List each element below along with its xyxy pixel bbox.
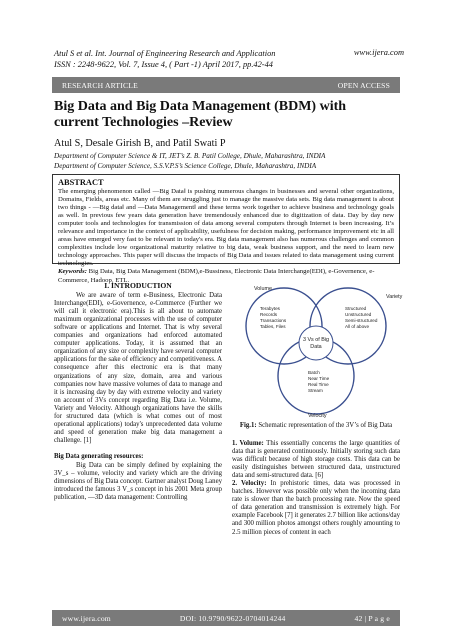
volume-paragraph <box>232 440 400 480</box>
journal-issn: ISSN : 2248-9622, Vol. 7, Issue 4, ( Part -1) April 2017, pp.42-44 <box>54 60 273 69</box>
abstract-box <box>52 174 400 284</box>
abstract-heading: ABSTRACT <box>58 178 104 187</box>
figure-caption-label: Fig.1: <box>239 422 257 429</box>
affiliation-2: Department of Computer Science, S.S.V.P.S’s Science College, Dhule, Maharashtra, INDIA <box>54 162 317 170</box>
footer-website[interactable]: www.ijera.com <box>62 613 111 623</box>
journal-citation: Atul S et al. Int. Journal of Engineering Research and Application <box>54 49 276 58</box>
variety-label: Variety <box>386 294 403 300</box>
center-circle <box>299 326 333 360</box>
footer-doi[interactable]: DOI: 10.9790/9622-0704014244 <box>179 613 286 623</box>
affiliation-1: Department of Computer Science & IT, JET’s Z. B. Patil College, Dhule, Maharashtra, INDIA <box>54 152 326 160</box>
article-type-label: RESEARCH ARTICLE <box>62 80 138 90</box>
volume-paragraph-text: This essentially concerns the large quantities of data that is generated continuously. Initially storing such data was difficult because of high storage costs. This data can be easily distinguishes between structured data, unstructured data and semi-structured data. [6] <box>232 440 400 480</box>
footer-page-number: 42 | P a g e <box>354 613 390 623</box>
volume-item-2: Records <box>260 312 278 317</box>
three-vs-figure <box>232 280 403 420</box>
velocity-paragraph-text: In prehistoric times, data was processed in batches. However was possible only when the incoming data rate is slower than the batch processing rate. Now the speed of data generation and transmission is extremely high. For example Facebook [7] it generates 2.7 billion like actions/day and 300 million photos amongst others roughly amounting to 2.5 million pieces of content in each <box>232 480 400 536</box>
three-vs-venn-diagram <box>232 280 403 420</box>
keywords-label: Keywords: <box>58 268 87 276</box>
velocity-paragraph <box>232 480 400 536</box>
footer-bar <box>52 610 400 626</box>
article-type-bar <box>52 77 400 93</box>
left-column <box>54 282 222 607</box>
velocity-item-1: Batch <box>308 370 320 375</box>
volume-label: Volume <box>254 286 272 292</box>
paper-title: Big Data and Big Data Management (BDM) with current Technologies –Review <box>54 99 347 130</box>
keywords-text: Big Data, Big Data Management (BDM),e-Bussiness, Electronic Data Interchange(EDI), e-Governence, e-Commerce, Hadoop, ETL. <box>58 268 375 284</box>
figure-caption <box>232 422 400 430</box>
right-column <box>232 280 403 610</box>
generating-heading: Big Data generating resources: <box>54 452 144 460</box>
volume-item-1: Terabytes <box>260 306 280 311</box>
velocity-item-3: Real Time <box>308 382 329 387</box>
figure-caption-text: Schematic representation of the 3V’s of Big Data <box>256 422 393 429</box>
volume-item-3: Transactions <box>260 318 287 323</box>
author-list: Atul S, Desale Girish B, and Patil Swati P <box>54 138 226 149</box>
intro-heading: I. INTRODUCTION <box>104 281 172 290</box>
journal-header <box>54 48 275 70</box>
velocity-item-2: Near Time <box>308 376 330 381</box>
journal-website[interactable]: www.ijera.com <box>353 48 404 57</box>
velocity-item-4: Stream <box>308 388 323 393</box>
velocity-label: Velocity <box>308 413 327 419</box>
variety-item-1: Structured <box>345 306 367 311</box>
abstract-text: The emerging phenomenon called ―Big Data‖ is pushing numerous changes in businesses and several other organizations, Domains, Fields, areas etc. Many of them are struggling just to manage the massive data sets. Big data management is about two things - ―Big data‖ and ―Data Management‖ and these terms work together to achieve business and technology goals as well. In previous few years data generation have tremendously enhanced due to digitization of data. Day by day new computer tools and technologies for transmission of data among several computers through Internet is been increasing. It’s relevance and importance in the context of applicability, usefulness for decision making, performance improvement etc in all areas have emerged very fast to be relevant in today's era. Big data management also has numerous challenges and common complexities include low organizational maturity relative to big data, weak business support, and the need to learn new technology approaches. This paper will discuss the impacts of Big Data and issues related to data management using current technologies. <box>58 188 394 268</box>
center-label-line-2: Data <box>310 344 322 350</box>
variety-item-4: All of above <box>345 324 370 329</box>
variety-item-2: Unstructured <box>345 312 372 317</box>
open-access-label: OPEN ACCESS <box>337 80 390 90</box>
center-label-line-1: 3 Vs of Big <box>302 337 330 343</box>
velocity-paragraph-label: 2. Velocity: <box>232 480 267 488</box>
generating-paragraph: Big Data can be simply defined by explaining the 3V_s – volume, velocity and variety which are the driving dimensions of Big Data concept. Gartner analyst Doug Laney introduced the famous 3 V_s concept in his 2001 Meta group publication, ―3D data management: Controlling <box>54 461 222 502</box>
volume-paragraph-label: 1. Volume: <box>232 440 264 447</box>
intro-paragraph: We are aware of term e-Business, Electronic Data Interchange(EDI), e-Governence, e-Commerce (Further we will call it electronic era).This is all about to automate maximum organizational processes with the use of computer software or applications and Internet. That is why several companies and organizations had enforced automated computer applications. Today, it is assumed that an organization of any size or complexity have several computer applications for the sake of efficiency and competitiveness. A consequence after this electronic era is that many organizations of any size, domain, area and various companies now have massive volumes of data to manage and it is increasing day by day with extreme velocity and variety on account of 3Vs concept regarding Big Data i.e. Volume, Variety and Velocity. Although organizations have the skills for structured data (which is what comes out of most operational applications) today's unprecedented data volume and speed of generation make big data management a challenge. [1] <box>54 292 222 444</box>
variety-item-3: Semi-structured <box>345 318 378 323</box>
volume-item-4: Tables, Files <box>260 324 286 329</box>
